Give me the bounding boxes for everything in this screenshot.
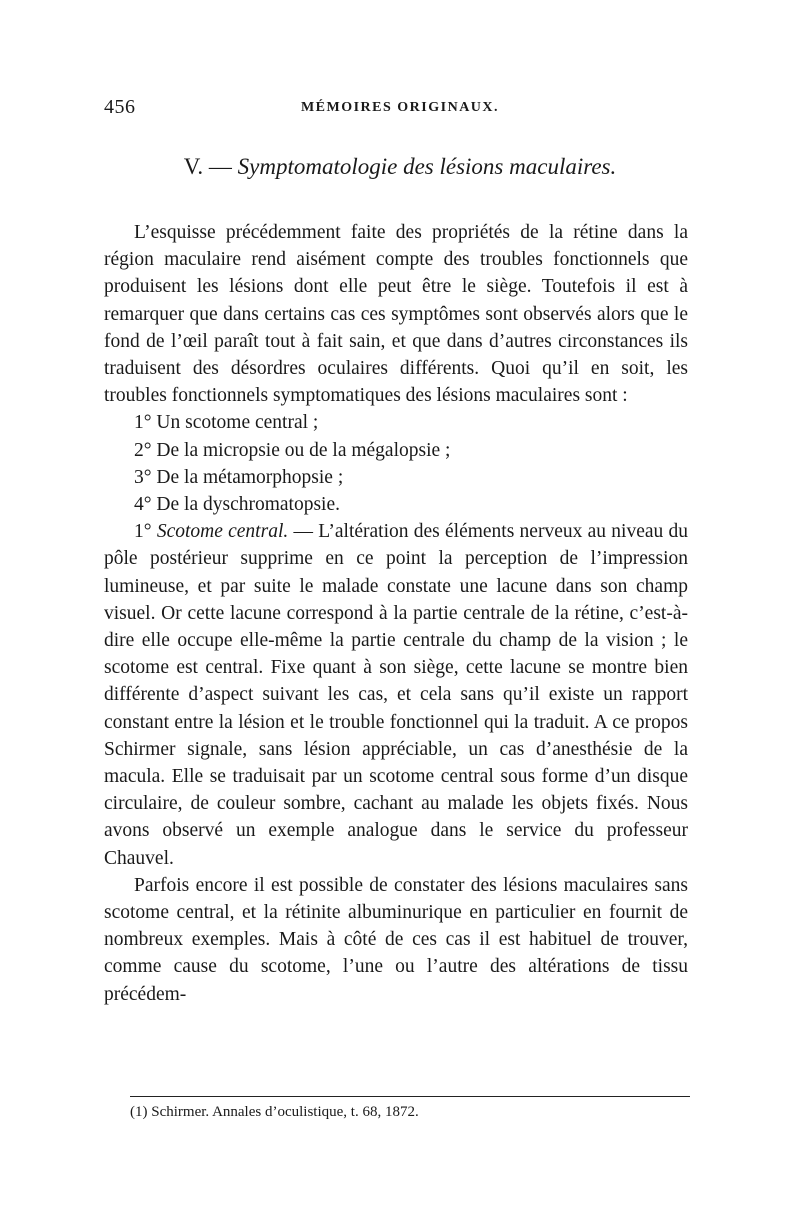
footnote: (1) Schirmer. Annales d’oculistique, t. 68, 1872. [130, 1104, 419, 1120]
paragraph-parfois: Parfois encore il est possible de constater des lésions maculaires sans scotome central, et la rétinite albuminurique en particulier en fournit de nombreux exemples. Mais à côté de ces cas il est habituel de trouver, comme cause du scotome, l’une ou l’autre des altérations de tissu précédem- [104, 874, 688, 1005]
paragraph-scotome [104, 518, 688, 872]
body-text [104, 219, 688, 1008]
section-number: V. — [183, 154, 232, 179]
scotome-body: — L’altération des éléments nerveux au niveau du pôle postérieur supprime en ce point la perception de l’impression lumineuse, et par suite le malade constate une lacune dans son champ visuel. Or cette lacune correspond à la partie centrale de la rétine, c’est-à-dire elle occupe elle-même la partie centrale du champ de la vision ; le scotome est central. Fixe quant à son siège, cette lacune se montre bien différente d’aspect suivant les cas, et cela sans qu’il existe un rapport constant entre la lésion et le trouble fonctionnel qui la traduit. A ce propos Schirmer signale, sans lésion appréciable, un cas d’anesthésie de la macula. Elle se traduisait par un scotome central sous forme d’un disque circulaire, de couleur sombre, cachant au malade les objets fixés. Nous avons observé un exemple analogue dans le service du professeur Chauvel. [104, 521, 689, 869]
list-item: 4° De la dyschromatopsie. [134, 494, 340, 516]
list-item: 1° Un scotome central ; [134, 412, 319, 434]
scotome-lead: 1° [134, 521, 157, 543]
paragraph-intro: L’esquisse précédemment faite des propriétés de la rétine dans la région maculaire rend aisément compte des troubles fonctionnels que produisent les lésions dont elle peut être le siège. Toutefois il est à remarquer que dans certains cas ces symptômes sont observés alors que le fond de l’œil paraît tout à fait sain, et que dans d’autres circonstances ils traduisent des désordres oculaires différents. Quoi qu’il en soit, les troubles fonctionnels symptomatiques des lésions maculaires sont : [104, 222, 688, 407]
running-head: MÉMOIRES ORIGINAUX. [300, 100, 500, 115]
scotome-heading: Scotome central. [156, 521, 289, 543]
footnote-divider [130, 1096, 690, 1097]
list-item: 2° De la micropsie ou de la mégalopsie ; [134, 439, 451, 461]
page-number: 456 [104, 96, 136, 118]
list-item: 3° De la métamorphopsie ; [134, 466, 344, 488]
section-title-text: Symptomatologie des lésions maculaires. [237, 154, 617, 179]
section-title [0, 154, 800, 180]
